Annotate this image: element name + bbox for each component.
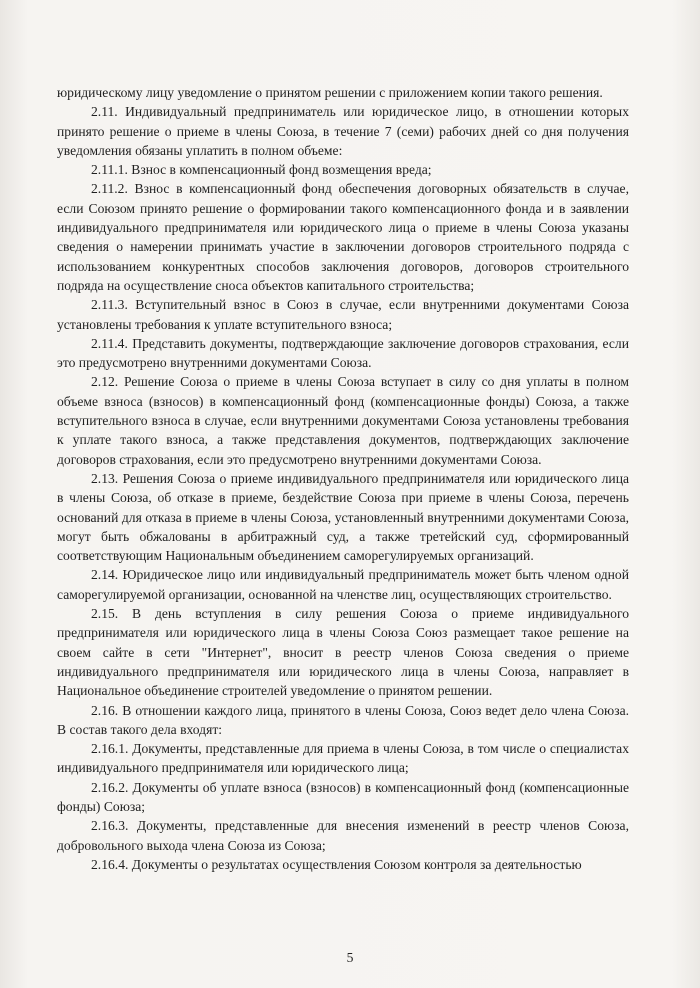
paragraph: 2.11.3. Вступительный взнос в Союз в случае, если внутренними документами Союза установлены требования к уплате вступительного взноса;: [57, 297, 629, 332]
paragraph: 2.16.4. Документы о результатах осуществления Союзом контроля за деятельностью: [91, 856, 582, 872]
document-body: [57, 83, 629, 874]
paragraph: 2.16.2. Документы об уплате взноса (взносов) в компенсационный фонд (компенсационные фонды) Союза;: [57, 779, 629, 814]
paragraph: 2.16.3. Документы, представленные для внесения изменений в реестр членов Союза, добровольного выхода члена Союза из Союза;: [57, 818, 629, 853]
paragraph: 2.13. Решения Союза о приеме индивидуального предпринимателя или юридического лица в члены Союза, об отказе в приеме, бездействие Союза при приеме в члены Союза, перечень оснований для отказа в приеме в члены Союза, установленный внутренними документами Союза, могут быть обжалованы в арбитражный суд, а также третейский суд, сформированный соответствующим Национальным объединением саморегулируемых организаций.: [57, 470, 629, 564]
paragraph: 2.12. Решение Союза о приеме в члены Союза вступает в силу со дня уплаты в полном объеме взноса (взносов) в компенсационный фонд (компенсационные фонды) Союза, а также вступительного взноса в случае, если внутренними документами Союза установлены требования к уплате такого взноса, а также представления документов, подтверждающих заключение договоров страхования, если это предусмотрено внутренними документами Союза.: [57, 374, 629, 467]
paragraph: 2.11.4. Представить документы, подтверждающие заключение договоров страхования, если это предусмотрено внутренними документами Союза.: [57, 335, 629, 371]
paragraph: 2.15. В день вступления в силу решения Союза о приеме индивидуального предпринимателя или юридического лица в члены Союза Союз размещает такое решение на своем сайте в сети "Интернет", вносит в реестр членов Союза сведения о приеме индивидуального предпринимателя или юридического лица в члены Союза, направляет в Национальное объединение строителей уведомление о принятом решении.: [57, 606, 629, 699]
paragraph: 2.16.1. Документы, представленные для приема в члены Союза, в том числе о специалистах индивидуального предпринимателя или юридического лица;: [57, 741, 629, 776]
page-number: 5: [346, 950, 354, 965]
paragraph: 2.11.2. Взнос в компенсационный фонд обеспечения договорных обязательств в случае, если Союзом принято решение о формировании такого компенсационного фонда и в заявлении индивидуального предпринимателя или юридического лица о приеме в члены Союза указаны сведения о намерении принимать участие в заключении договоров строительного подряда с использованием конкурентных способов заключения договоров, договоров строительного подряда на осуществление сноса объектов капитального строительства;: [57, 181, 629, 293]
paragraph: 2.14. Юридическое лицо или индивидуальный предприниматель может быть членом одной саморегулируемой организации, основанной на членстве лиц, осуществляющих строительство.: [57, 567, 629, 602]
paragraph: юридическому лицу уведомление о принятом решении с приложением копии такого решения.: [57, 85, 603, 100]
paragraph: 2.11.1. Взнос в компенсационный фонд возмещения вреда;: [91, 162, 432, 178]
paragraph: 2.16. В отношении каждого лица, принятого в члены Союза, Союз ведет дело члена Союза. В состав такого дела входят:: [57, 702, 629, 737]
paragraph: 2.11. Индивидуальный предприниматель или юридическое лицо, в отношении которых принято решение о приеме в члены Союза, в течение 7 (семи) рабочих дней со дня получения уведомления обязаны уплатить в полном объеме:: [57, 104, 629, 158]
